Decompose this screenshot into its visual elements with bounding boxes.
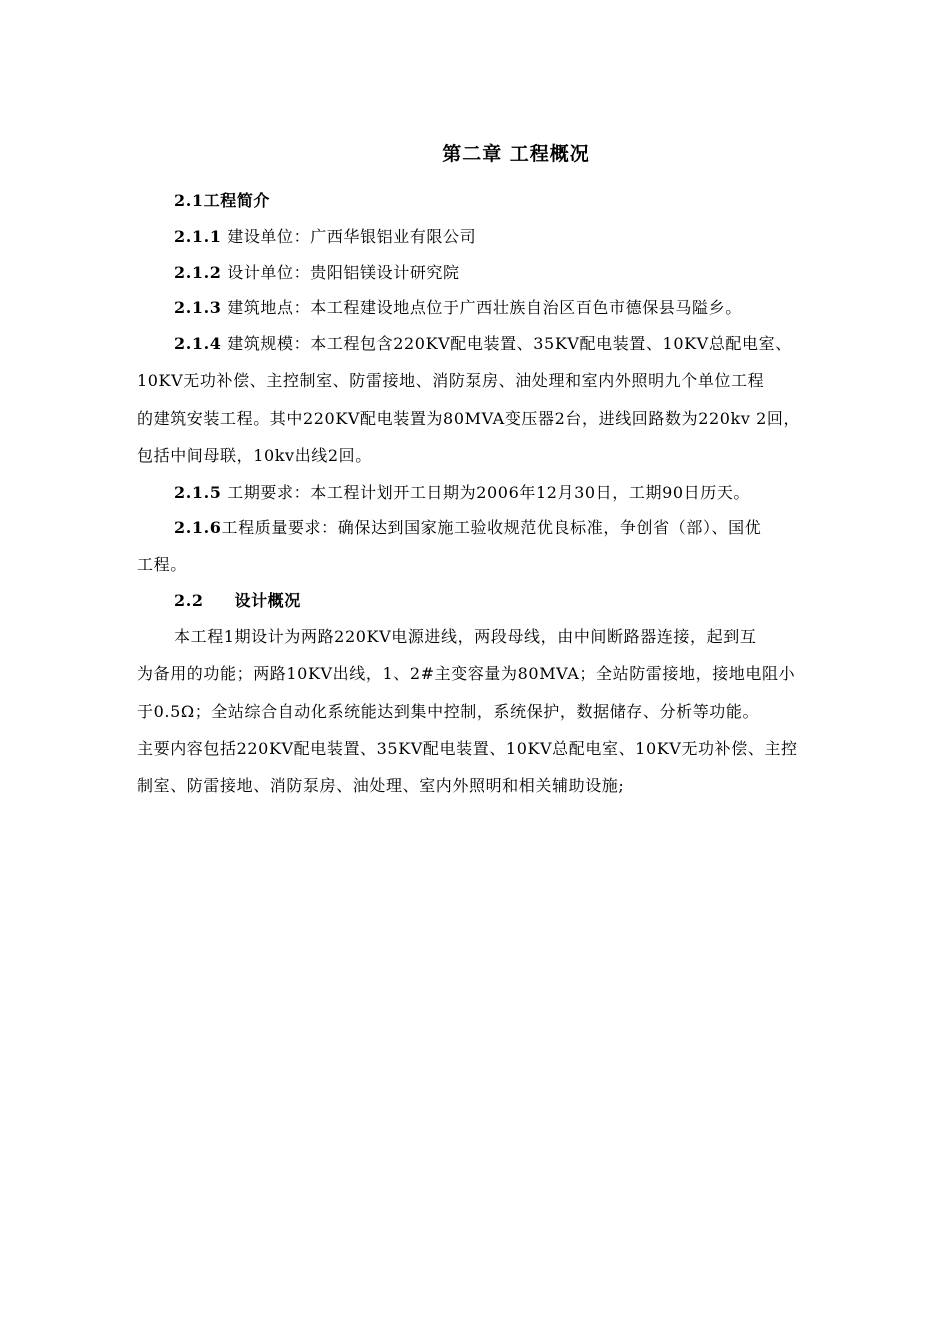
item-2-1-1-number: 2.1.1 (174, 227, 222, 246)
item-2-1-4-number: 2.1.4 (174, 334, 222, 353)
item-2-1-6-text: 工程质量要求：确保达到国家施工验收规范优良标准，争创省（部）、国优 (221, 518, 762, 537)
design-paragraph-line-5: 制室、防雷接地、消防泵房、油处理、室内外照明和相关辅助设施; (137, 776, 625, 795)
design-paragraph-line-4: 主要内容包括220KV配电装置、35KV配电装置、10KV总配电室、10KV无功补偿、主控 (137, 739, 798, 758)
chapter-title: 第二章 工程概况 (442, 143, 590, 165)
item-2-1-5 (174, 483, 750, 503)
item-2-1-2-number: 2.1.2 (174, 263, 222, 282)
item-2-1-6-number: 2.1.6 (174, 518, 222, 537)
item-2-1-3 (174, 298, 742, 318)
item-2-1-4-line-3: 的建筑安装工程。其中220KV配电装置为80MVA变压器2台，进线回路数为220kv 2回， (137, 409, 801, 428)
item-2-1-4-text: 建筑规模：本工程包含220KV配电装置、35KV配电装置、10KV总配电室、 (221, 334, 792, 353)
item-2-1-6-line-2: 工程。 (137, 555, 187, 574)
item-2-1-3-text: 建筑地点：本工程建设地点位于广西壮族自治区百色市德保县马隘乡。 (221, 298, 742, 317)
item-2-1-3-number: 2.1.3 (174, 298, 222, 317)
item-2-1-5-number: 2.1.5 (174, 483, 222, 502)
item-2-1-1-text: 建设单位：广西华银铝业有限公司 (221, 227, 477, 246)
item-2-1-2-text: 设计单位：贵阳铝镁设计研究院 (221, 263, 460, 282)
item-2-1-2 (174, 263, 460, 283)
design-paragraph-line-2: 为备用的功能；两路10KV出线，1、2#主变容量为80MVA；全站防雷接地，接地电阻小 (137, 664, 796, 683)
item-2-1-4-line-4: 包括中间母联，10kv出线2回。 (137, 446, 372, 465)
section-2-1-heading: 2.1工程简介 (174, 191, 271, 210)
design-paragraph-line-1: 本工程1期设计为两路220KV电源进线，两段母线，由中间断路器连接，起到互 (174, 627, 757, 646)
item-2-1-4-line-2: 10KV无功补偿、主控制室、防雷接地、消防泵房、油处理和室内外照明九个单位工程 (137, 371, 765, 390)
section-2-2-heading: 2.2 设计概况 (174, 591, 301, 610)
item-2-1-5-text: 工期要求：本工程计划开工日期为2006年12月30日，工期90日历天。 (221, 483, 751, 502)
item-2-1-1 (174, 227, 476, 247)
item-2-1-4-line-1 (174, 334, 792, 354)
item-2-1-6-line-1 (174, 518, 761, 538)
design-paragraph-line-3: 于0.5Ω；全站综合自动化系统能达到集中控制，系统保护，数据储存、分析等功能。 (137, 702, 760, 721)
